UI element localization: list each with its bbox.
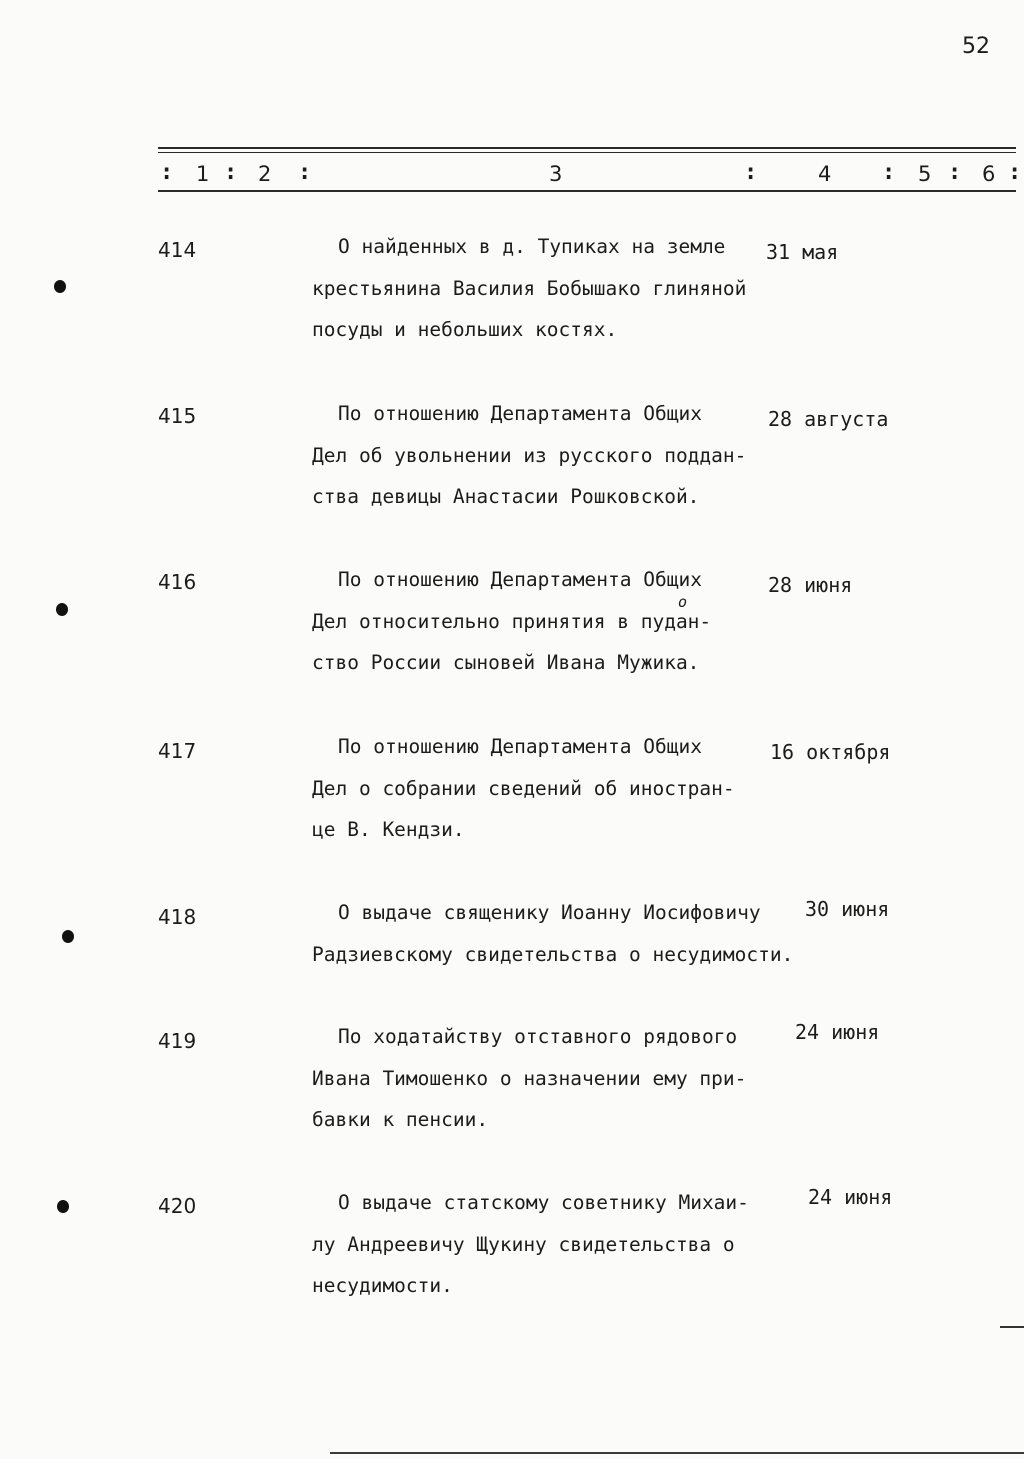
edge-mark bbox=[1000, 1326, 1024, 1328]
column-header-4: 4 bbox=[818, 162, 832, 186]
column-separator: : bbox=[948, 160, 962, 185]
entry-number: 415 bbox=[158, 404, 197, 428]
entry-line: Дел относительно принятия в пудан- bbox=[312, 609, 712, 633]
entry-number: 418 bbox=[158, 905, 197, 929]
handwritten-correction: о bbox=[678, 593, 688, 611]
entry-number: 417 bbox=[158, 739, 197, 763]
column-separator: : bbox=[298, 160, 312, 185]
column-separator: : bbox=[224, 160, 238, 185]
entry-line: По отношению Департамента Общих bbox=[338, 735, 702, 758]
entry-line: бавки к пенсии. bbox=[312, 1108, 489, 1131]
column-separator: : bbox=[744, 160, 758, 185]
entry-date: 28 июня bbox=[768, 573, 853, 597]
entry-line: ства девицы Анастасии Рошковской. bbox=[312, 485, 700, 508]
column-header-2: 2 bbox=[258, 162, 272, 186]
entry-number: 419 bbox=[158, 1029, 197, 1053]
entry-line: По отношению Департамента Общих bbox=[338, 402, 702, 425]
column-header-6: 6 bbox=[982, 162, 996, 186]
entry-number: 420 bbox=[158, 1194, 197, 1218]
entry-date: 28 августа bbox=[768, 407, 889, 431]
entry-line: це В. Кендзи. bbox=[312, 818, 465, 841]
entry-number: 414 bbox=[158, 238, 197, 262]
entry-date: 30 июня bbox=[805, 897, 890, 921]
entry-date: 24 июня bbox=[795, 1020, 880, 1044]
entry-line: Радзиевскому свидетельства о несудимости. bbox=[312, 942, 794, 966]
punch-hole bbox=[62, 930, 74, 943]
punch-hole bbox=[54, 280, 66, 293]
entry-line: посуды и небольших костях. bbox=[312, 318, 618, 341]
entry-line: Дел о собрании сведений об иностран- bbox=[312, 776, 735, 800]
entry-description bbox=[312, 393, 792, 518]
entry-line: несудимости. bbox=[312, 1274, 453, 1297]
header-rule-top bbox=[158, 147, 1016, 149]
entry-line: О найденных в д. Тупиках на земле bbox=[338, 235, 726, 258]
entry-line: По отношению Департамента Общих bbox=[338, 568, 702, 591]
column-header-5: 5 bbox=[918, 162, 932, 186]
entry-line: лу Андреевичу Щукину свидетельства о bbox=[312, 1232, 735, 1256]
entry-line: крестьянина Василия Бобышако глиняной bbox=[312, 276, 747, 300]
entry-line: Дел об увольнении из русского поддан- bbox=[312, 443, 747, 467]
punch-hole bbox=[57, 1200, 69, 1213]
entry-description bbox=[312, 892, 792, 975]
entry-line: ство России сыновей Ивана Мужика. bbox=[312, 651, 700, 674]
header-rule-top-thin bbox=[158, 152, 1016, 153]
punch-hole bbox=[56, 603, 68, 616]
column-separator: : bbox=[1008, 160, 1022, 185]
entry-description bbox=[312, 1016, 792, 1141]
entry-description bbox=[312, 1182, 792, 1307]
entry-date: 31 мая bbox=[766, 240, 839, 264]
column-header-3: 3 bbox=[549, 162, 563, 186]
entry-date: 16 октября bbox=[770, 740, 891, 764]
page-number: 52 bbox=[962, 34, 990, 59]
column-separator: : bbox=[882, 160, 896, 185]
entry-line: Ивана Тимошенко о назначении ему при- bbox=[312, 1066, 747, 1090]
entry-line: О выдаче священику Иоанну Иосифовичу bbox=[338, 901, 761, 924]
header-rule-bottom bbox=[158, 190, 1016, 192]
entry-description bbox=[312, 559, 792, 684]
entry-description bbox=[312, 226, 792, 351]
entry-description bbox=[312, 726, 792, 851]
entry-date: 24 июня bbox=[808, 1185, 893, 1209]
column-separator: : bbox=[160, 160, 174, 185]
entry-line: По ходатайству отставного рядового bbox=[338, 1025, 738, 1048]
entry-line: О выдаче статскому советнику Михаи- bbox=[338, 1191, 749, 1214]
bottom-edge-line bbox=[330, 1452, 1024, 1454]
entry-number: 416 bbox=[158, 570, 197, 594]
column-header-1: 1 bbox=[196, 162, 210, 186]
